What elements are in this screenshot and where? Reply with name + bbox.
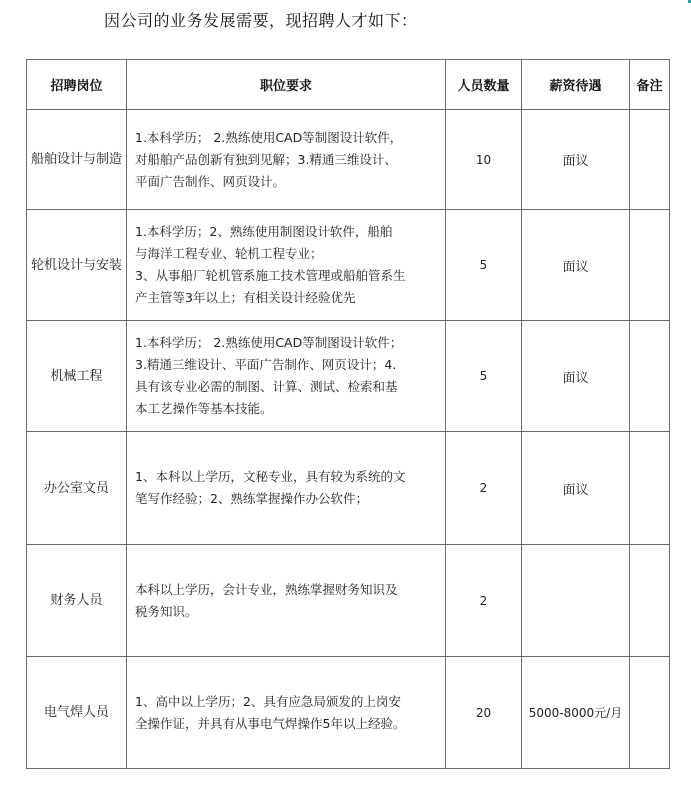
count-cell: 2 [446,545,522,657]
count-cell: 5 [446,210,522,321]
requirement-line: 对船舶产品创新有独到见解；3.精通三维设计、 [135,151,397,167]
position-cell: 轮机设计与安装 [27,210,127,321]
requirement-line: 1.本科学历； 2.熟练使用CAD等制图设计软件； [135,335,403,350]
requirement-line: 本工艺操作等基本技能。 [135,401,273,416]
table-row [27,545,670,657]
salary-cell: 面议 [522,432,630,545]
requirements-cell [127,657,446,769]
requirement-line: 具有该专业必需的制图、计算、测试、检索和基 [135,379,398,394]
salary-cell: 面议 [522,210,630,321]
requirement-line: 产主管等3年以上；有相关设计经验优先 [135,290,356,305]
header-position: 招聘岗位 [27,60,127,110]
requirement-line: 1.本科学历； 2.熟练使用CAD等制图设计软件， [135,129,403,145]
requirements-cell [127,432,446,545]
position-cell: 财务人员 [27,545,127,657]
requirement-line: 1.本科学历；2、熟练使用制图设计软件，船舶 [135,224,393,239]
requirements-cell [127,110,446,210]
remark-cell [630,321,670,432]
remark-cell [630,545,670,657]
requirement-line: 与海洋工程专业、轮机工程专业； [135,246,323,261]
table-row [27,210,670,321]
table-header-row [27,60,670,110]
remark-cell [630,657,670,769]
requirement-line: 全操作证，并具有从事电气焊操作5年以上经验。 [135,715,406,731]
position-cell: 船舶设计与制造 [27,110,127,210]
remark-cell [630,110,670,210]
position-cell: 电气焊人员 [27,657,127,769]
header-salary: 薪资待遇 [522,60,630,110]
remark-cell [630,432,670,545]
count-cell: 5 [446,321,522,432]
requirement-line: 1、高中以上学历；2、具有应急局颁发的上岗安 [135,693,401,709]
requirement-line: 3、从事船厂轮机管系施工技术管理或船舶管系生 [135,268,406,283]
recruitment-table [26,59,670,769]
salary-cell: 5000-8000元/月 [522,657,630,769]
header-count: 人员数量 [446,60,522,110]
intro-text: 因公司的业务发展需要，现招聘人才如下： [104,11,418,30]
requirements-cell [127,210,446,321]
requirement-line: 税务知识。 [135,603,198,619]
requirement-line: 1、本科以上学历，文秘专业，具有较为系统的文 [135,469,406,484]
salary-cell [522,545,630,657]
remark-cell [630,210,670,321]
salary-cell: 面议 [522,321,630,432]
requirements-cell [127,545,446,657]
table-row [27,657,670,769]
header-requirements: 职位要求 [127,60,446,110]
count-cell: 2 [446,432,522,545]
header-remark: 备注 [630,60,670,110]
table-row [27,321,670,432]
count-cell: 10 [446,110,522,210]
table-row [27,110,670,210]
salary-cell: 面议 [522,110,630,210]
requirement-line: 笔写作经验；2、熟练掌握操作办公软件； [135,491,368,506]
position-cell: 机械工程 [27,321,127,432]
requirement-line: 3.精通三维设计、平面广告制作、网页设计；4. [135,357,397,372]
count-cell: 20 [446,657,522,769]
requirements-cell [127,321,446,432]
requirement-line: 本科以上学历，会计专业，熟练掌握财务知识及 [135,581,398,597]
requirement-line: 平面广告制作、网页设计。 [135,173,286,189]
position-cell: 办公室文员 [27,432,127,545]
table-row [27,432,670,545]
